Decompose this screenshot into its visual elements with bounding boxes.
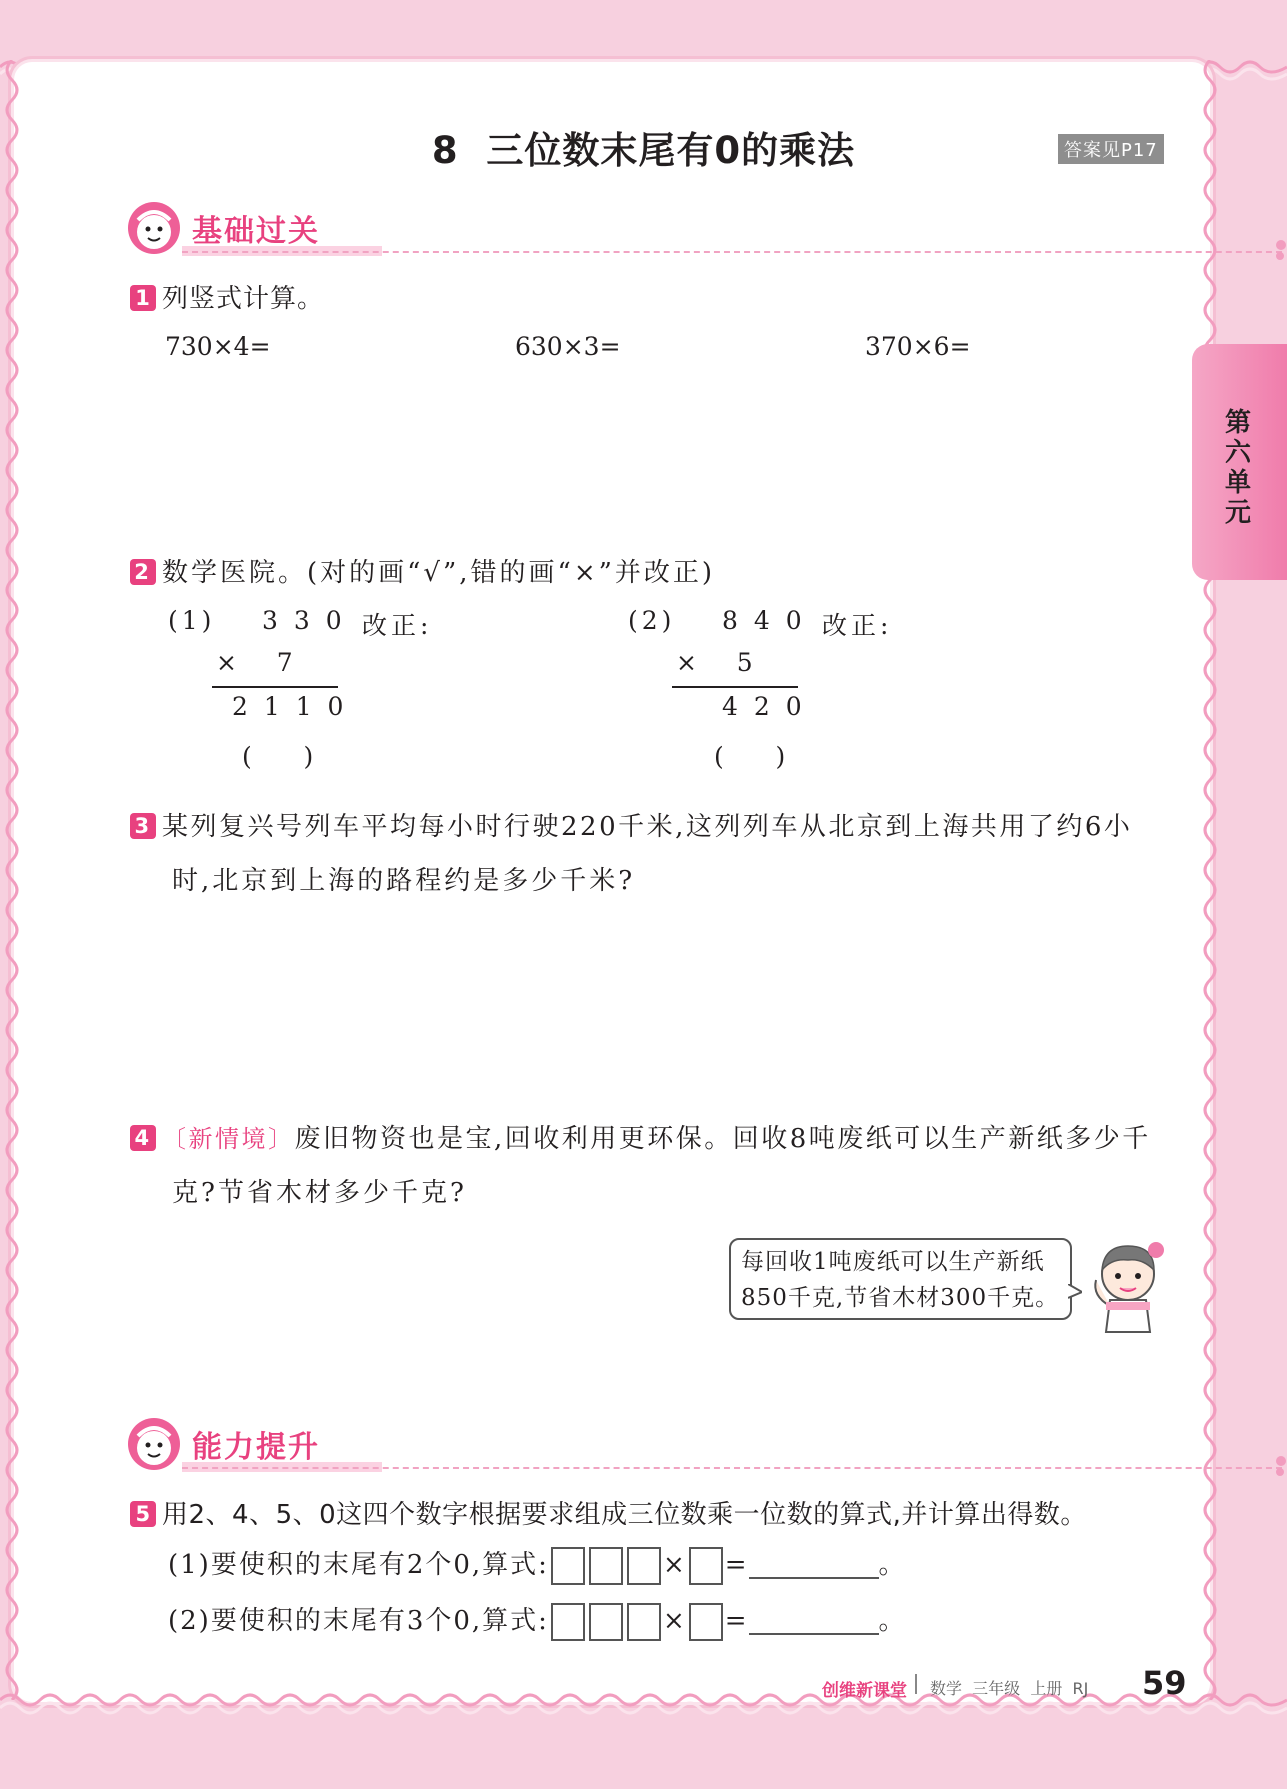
section-header-advanced xyxy=(128,1418,1168,1474)
page-title: 8 三位数末尾有0的乘法 xyxy=(431,129,856,172)
section-header-basic xyxy=(128,202,1168,258)
question-4-text: 废旧物资也是宝,回收利用更环保。回收8吨废纸可以生产新纸多少千 xyxy=(294,1124,1151,1154)
monkey-mascot-icon xyxy=(128,1418,180,1470)
calc-multiplier: × 7 xyxy=(216,648,297,677)
q1-item-3: 370×6= xyxy=(865,332,971,361)
answer-blank[interactable] xyxy=(749,1547,879,1579)
monkey-mascot-icon xyxy=(128,202,180,254)
correction-label: 改正: xyxy=(362,611,433,640)
judgement-parentheses[interactable]: ( ) xyxy=(714,742,790,771)
question-1-text: 列竖式计算。 xyxy=(162,284,325,314)
equals-sign: = xyxy=(724,1606,749,1636)
question-2-prompt xyxy=(130,552,715,589)
question-4-line-2: 克?节省木材多少千克? xyxy=(172,1178,467,1208)
question-5-sub-2 xyxy=(168,1600,907,1641)
question-3-line-1 xyxy=(130,806,1132,843)
sub-question-text: (2)要使积的末尾有3个0,算式: xyxy=(168,1606,549,1636)
section-dotted-line xyxy=(182,251,1282,253)
calc-label: (2) xyxy=(628,606,676,635)
speech-bubble xyxy=(729,1238,1072,1320)
unit-side-tab-label: 第六单元 xyxy=(1224,408,1251,528)
answer-reference-badge: 答案见P17 xyxy=(1058,134,1164,164)
q2-calc-1 xyxy=(168,606,528,776)
speech-bubble-line-1: 每回收1吨废纸可以生产新纸 xyxy=(741,1249,1045,1275)
digit-box[interactable] xyxy=(551,1603,585,1641)
q1-item-1: 730×4= xyxy=(165,332,271,361)
question-3-line-2: 时,北京到上海的路程约是多少千米? xyxy=(172,866,636,896)
section-dotted-line xyxy=(182,1467,1282,1469)
question-2-text: 数学医院。(对的画“√”,错的画“×”并改正) xyxy=(162,558,716,588)
times-sign: × xyxy=(662,1606,687,1636)
question-number-badge: 1 xyxy=(130,285,156,311)
sentence-end: 。 xyxy=(878,1550,907,1580)
speech-bubble-line-2: 850千克,节省木材300千克。 xyxy=(741,1285,1060,1311)
unit-side-tab xyxy=(1192,344,1287,580)
footer-divider xyxy=(915,1674,917,1694)
digit-box[interactable] xyxy=(689,1603,723,1641)
times-sign: × xyxy=(662,1550,687,1580)
calc-label: (1) xyxy=(168,606,216,635)
question-5-prompt xyxy=(130,1494,1087,1531)
digit-box[interactable] xyxy=(689,1547,723,1585)
new-context-tag: 〔新情境〕 xyxy=(162,1125,295,1153)
question-number-badge: 2 xyxy=(130,559,156,585)
question-4-line-1 xyxy=(130,1118,1151,1155)
question-5-sub-1 xyxy=(168,1544,907,1585)
girl-character-icon xyxy=(1082,1236,1174,1336)
calc-result: 2 1 1 0 xyxy=(232,692,348,721)
sentence-end: 。 xyxy=(878,1606,907,1636)
judgement-parentheses[interactable]: ( ) xyxy=(242,742,318,771)
digit-box[interactable] xyxy=(627,1547,661,1585)
calc-result-line xyxy=(672,686,798,688)
calc-multiplicand: 3 3 0 xyxy=(262,606,346,635)
digit-box[interactable] xyxy=(627,1603,661,1641)
question-5-text: 用2、4、5、0这四个数字根据要求组成三位数乘一位数的算式,并计算出得数。 xyxy=(162,1500,1087,1530)
right-wave-border xyxy=(1198,60,1222,1700)
digit-box[interactable] xyxy=(551,1547,585,1585)
digit-box[interactable] xyxy=(589,1603,623,1641)
question-number-badge: 5 xyxy=(130,1501,156,1527)
question-3-text: 某列复兴号列车平均每小时行驶220千米,这列列车从北京到上海共用了约6小 xyxy=(162,812,1133,842)
calc-result: 4 2 0 xyxy=(722,692,806,721)
correction-label: 改正: xyxy=(822,611,893,640)
digit-box[interactable] xyxy=(589,1547,623,1585)
section-title-basic: 基础过关 xyxy=(192,214,320,249)
question-1-prompt xyxy=(130,278,324,315)
equals-sign: = xyxy=(724,1550,749,1580)
answer-blank[interactable] xyxy=(749,1603,879,1635)
bottom-wave-border xyxy=(0,1688,1287,1718)
q1-item-2: 630×3= xyxy=(515,332,621,361)
left-wave-border xyxy=(0,60,24,1700)
speech-bubble-tail xyxy=(1068,1284,1082,1300)
page-number: 59 xyxy=(1142,1664,1187,1702)
sub-question-text: (1)要使积的末尾有2个0,算式: xyxy=(168,1550,549,1580)
calc-multiplicand: 8 4 0 xyxy=(722,606,806,635)
footer-info: 数学 三年级 上册 RJ xyxy=(930,1679,1089,1698)
calc-multiplier: × 5 xyxy=(676,648,757,677)
q2-calc-2 xyxy=(628,606,988,776)
calc-result-line xyxy=(212,686,338,688)
question-number-badge: 4 xyxy=(130,1125,156,1151)
section-title-advanced: 能力提升 xyxy=(192,1430,320,1465)
footer-brand: 创维新课堂 xyxy=(822,1681,907,1701)
question-number-badge: 3 xyxy=(130,813,156,839)
